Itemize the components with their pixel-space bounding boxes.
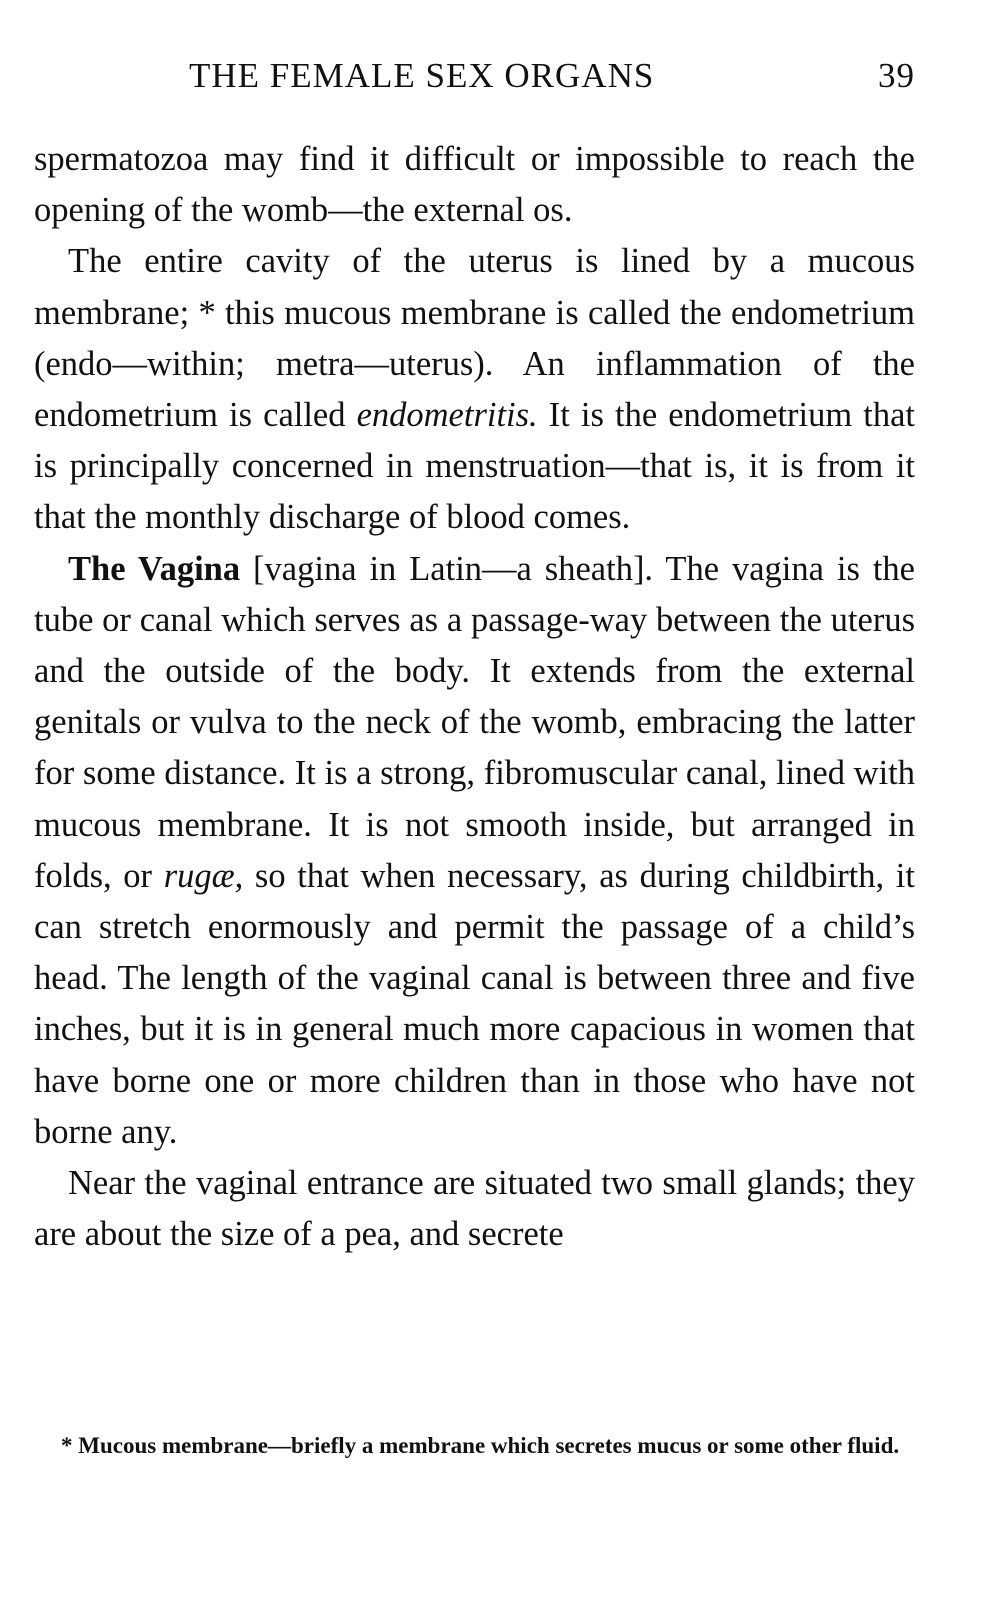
italic-term: endometritis. (356, 396, 538, 435)
paragraph-glands (34, 1158, 915, 1260)
paragraph-text: spermatozoa may find it difficult or impossible to reach the opening of the womb—the external os. (34, 140, 915, 230)
paragraph-continuation (34, 134, 915, 236)
book-page (34, 0, 915, 1621)
paragraph-text: [vagina in Latin—a sheath]. The vagina is the tube or canal which serves as a passage-way between the uterus and the outside of the body. It extends from the external genitals or vulva to the neck of the womb, embracing the latter for some distance. It is a strong, fibromuscular canal, lined with mucous membrane. It is not smooth inside, but arranged in folds, or (34, 549, 915, 895)
paragraph-text: The entire cavity of the uterus is lined by a mucous membrane; * this mucous membrane is called the endometrium (endo—within; metra—uterus). An inflammation of the endometrium is called (34, 242, 915, 435)
section-heading: The Vagina (68, 549, 241, 588)
footnote-text: * Mucous membrane—briefly a membrane which secretes mucus or some other fluid. (61, 1433, 900, 1458)
footnote (34, 1428, 915, 1463)
italic-term: rugæ, (163, 856, 244, 895)
paragraph-vagina (34, 544, 915, 1158)
paragraph-text: Near the vaginal entrance are situated two small glands; they are about the size of a pea, and secrete (34, 1164, 915, 1254)
paragraph-text: so that when necessary, as during childbirth, it can stretch enormously and permit the passage of a child’s head. The length of the vaginal canal is between three and five inches, but it is in general much more capacious in women that have borne one or more children than in those who have not borne any. (34, 856, 915, 1151)
chapter-title: THE FEMALE SEX ORGANS (189, 56, 655, 95)
page-number: 39 (878, 56, 915, 95)
running-head (34, 56, 915, 102)
body-text (34, 134, 915, 1260)
paragraph-text: It is the endometrium that is principally concerned in menstruation—that is, it is from it that the monthly discharge of blood comes. (34, 396, 916, 537)
paragraph-endometrium (34, 236, 915, 543)
